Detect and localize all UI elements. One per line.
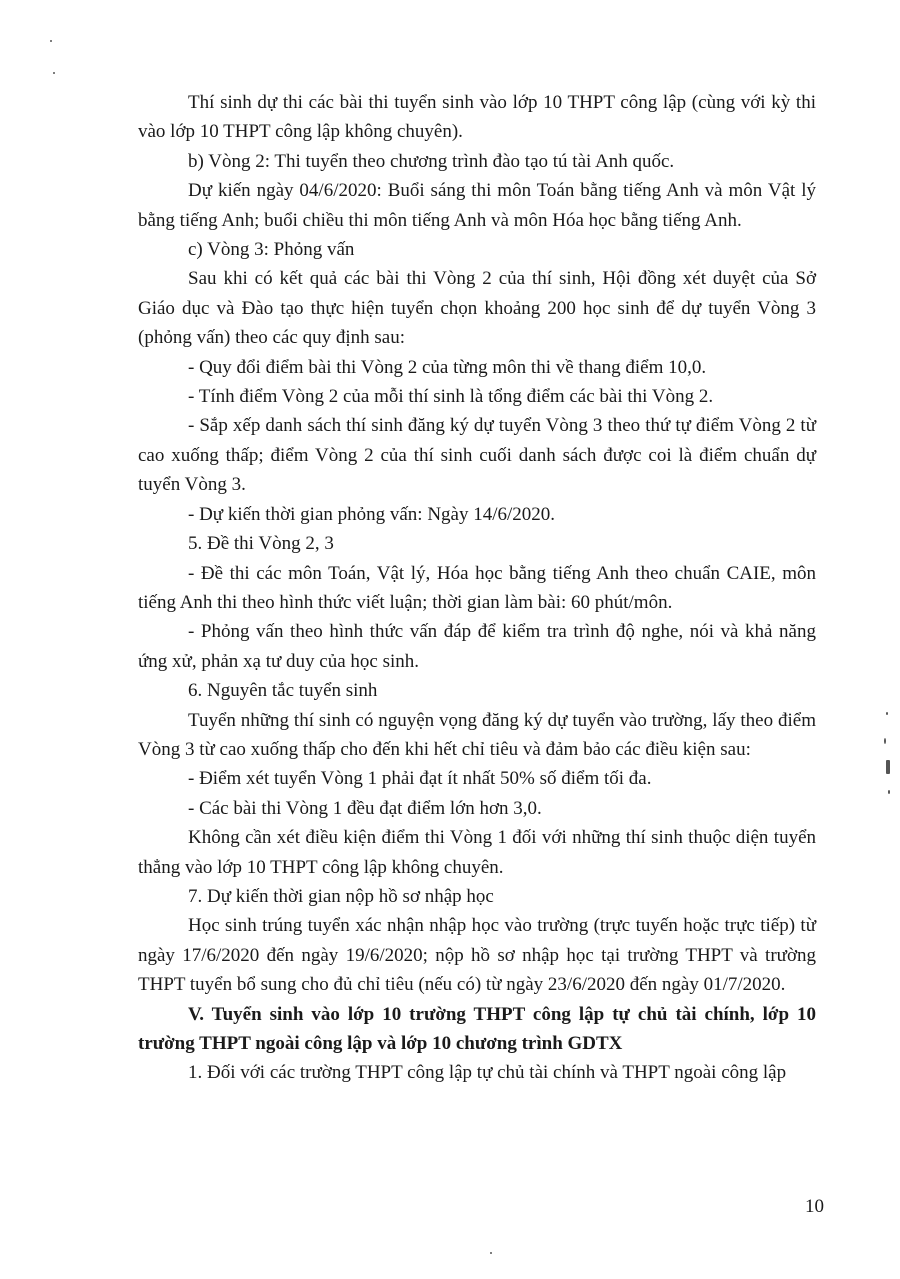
paragraph: - Quy đổi điểm bài thi Vòng 2 của từng môn thi về thang điểm 10,0.: [188, 356, 707, 378]
paragraph: - Sắp xếp danh sách thí sinh đăng ký dự tuyển Vòng 3 theo thứ tự điểm Vòng 2 từ cao xuống thấp; điểm Vòng 2 của thí sinh cuối danh sách được coi là điểm chuẩn dự tuyển Vòng 3.: [138, 415, 816, 496]
scan-speck: [886, 760, 890, 774]
scan-speck: [886, 712, 888, 715]
paragraph: Thí sinh dự thi các bài thi tuyển sinh vào lớp 10 THPT công lập (cùng với kỳ thi vào lớp 10 THPT công lập không chuyên).: [138, 92, 816, 143]
page-number: 10: [805, 1196, 824, 1217]
paragraph: 7. Dự kiến thời gian nộp hồ sơ nhập học: [188, 885, 494, 907]
paragraph: 1. Đối với các trường THPT công lập tự chủ tài chính và THPT ngoài công lập: [188, 1062, 787, 1084]
scan-speck: [53, 72, 55, 74]
scan-speck: [50, 40, 52, 42]
paragraph: c) Vòng 3: Phỏng vấn: [188, 239, 355, 261]
document-body: [138, 88, 816, 1088]
paragraph: Học sinh trúng tuyển xác nhận nhập học vào trường (trực tuyến hoặc trực tiếp) từ ngày 17/6/2020 đến ngày 19/6/2020; nộp hồ sơ nhập học tại trường THPT và trường THPT tuyển bổ sung cho đủ chỉ tiêu (nếu có) từ ngày 23/6/2020 đến ngày 01/7/2020.: [138, 915, 816, 996]
paragraph: - Dự kiến thời gian phỏng vấn: Ngày 14/6/2020.: [188, 503, 556, 525]
paragraph: Không cần xét điều kiện điểm thi Vòng 1 đối với những thí sinh thuộc diện tuyển thẳng vào lớp 10 THPT công lập không chuyên.: [138, 827, 816, 878]
paragraph: - Điểm xét tuyển Vòng 1 phải đạt ít nhất 50% số điểm tối đa.: [188, 768, 652, 790]
paragraph: Tuyển những thí sinh có nguyện vọng đăng ký dự tuyển vào trường, lấy theo điểm Vòng 3 từ cao xuống thấp cho đến khi hết chỉ tiêu và đảm bảo các điều kiện sau:: [138, 709, 816, 760]
paragraph: - Tính điểm Vòng 2 của mỗi thí sinh là tổng điểm các bài thi Vòng 2.: [188, 386, 714, 408]
paragraph: Sau khi có kết quả các bài thi Vòng 2 của thí sinh, Hội đồng xét duyệt của Sở Giáo dục và Đào tạo thực hiện tuyển chọn khoảng 200 học sinh để dự tuyển Vòng 3 (phỏng vấn) theo các quy định sau:: [138, 268, 816, 349]
paragraph: - Đề thi các môn Toán, Vật lý, Hóa học bằng tiếng Anh theo chuẩn CAIE, môn tiếng Anh thi theo hình thức viết luận; thời gian làm bài: 60 phút/môn.: [138, 562, 816, 613]
paragraph: - Phỏng vấn theo hình thức vấn đáp để kiểm tra trình độ nghe, nói và khả năng ứng xử, phản xạ tư duy của học sinh.: [138, 621, 816, 672]
paragraph: - Các bài thi Vòng 1 đều đạt điểm lớn hơn 3,0.: [188, 797, 542, 819]
paragraph: 6. Nguyên tắc tuyển sinh: [188, 680, 378, 702]
scan-speck: [888, 790, 890, 794]
scan-speck: [884, 738, 886, 744]
paragraph: Dự kiến ngày 04/6/2020: Buổi sáng thi môn Toán bằng tiếng Anh và môn Vật lý bằng tiếng Anh; buổi chiều thi môn tiếng Anh và môn Hóa học bằng tiếng Anh.: [138, 180, 816, 231]
paragraph: V. Tuyển sinh vào lớp 10 trường THPT công lập tự chủ tài chính, lớp 10 trường THPT ngoài công lập và lớp 10 chương trình GDTX: [138, 1003, 816, 1054]
paragraph: 5. Đề thi Vòng 2, 3: [188, 533, 334, 555]
scan-speck: [490, 1252, 492, 1254]
paragraph: b) Vòng 2: Thi tuyển theo chương trình đào tạo tú tài Anh quốc.: [188, 150, 675, 172]
